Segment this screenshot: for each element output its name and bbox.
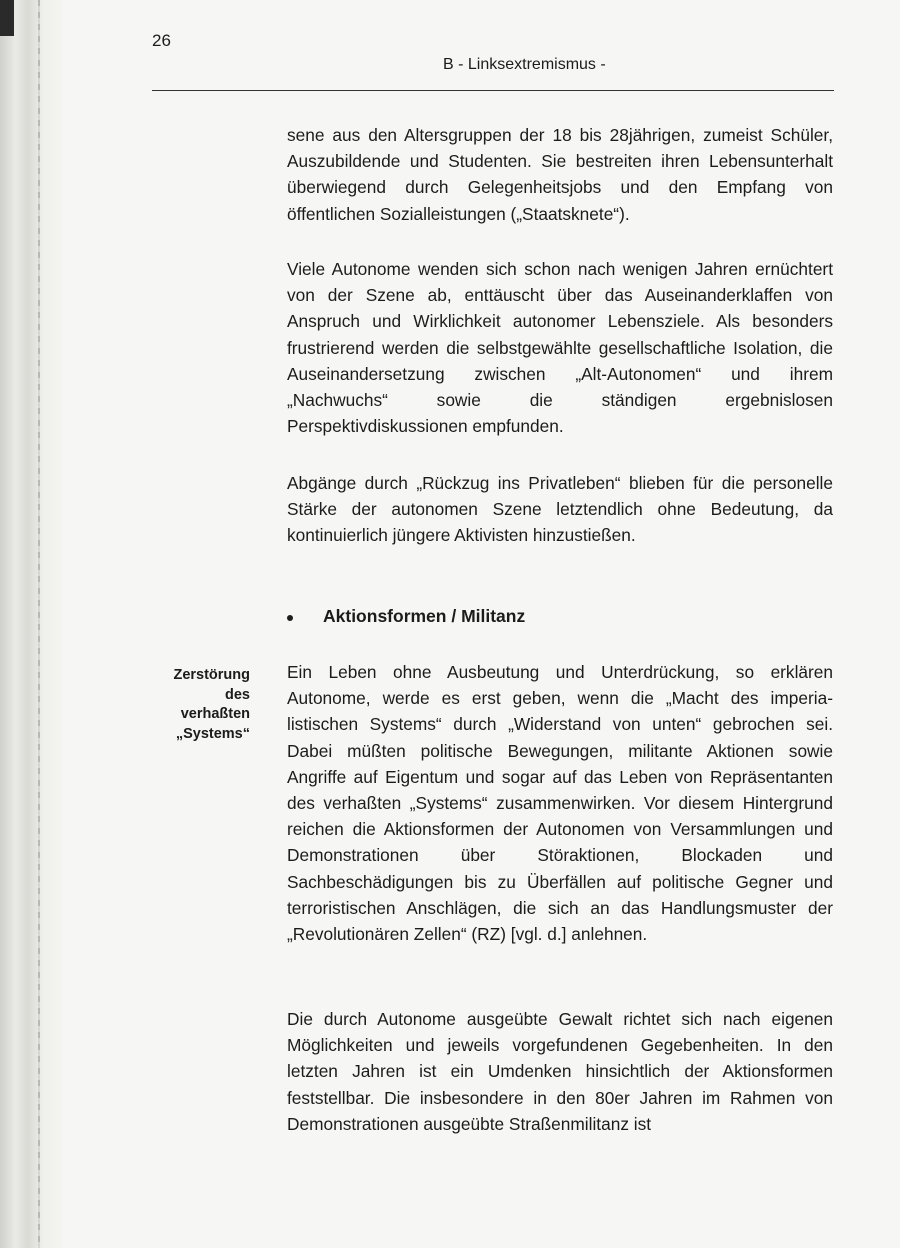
paragraph-1: sene aus den Altersgruppen der 18 bis 28jährigen, zumeist Schüler, Auszubildende und Studenten. Sie bestreiten ihren Lebensunterhalt überwiegend durch Gelegenheitsjobs und den Empfang von öffentlichen Sozialleistungen („Staatsknete“). [287,125,833,224]
page-number: 26 [152,31,171,50]
margin-note [150,666,250,744]
paragraph-4: Ein Leben ohne Ausbeutung und Unterdrückung, so erklären Autonome, werde es erst geben, wenn die „Macht des imperialistischen Systems“ durch „Widerstand von unten“ gebrochen sei. Dabei müßten politische Bewegungen, militante Aktionen sowie Angriffe auf Eigentum und sogar auf das Leben von Repräsentanten des verhaßten „Systems“ zusammenwirken. Vor diesem Hintergrund reichen die Aktionsformen der Autonomen von Versammlungen und Demonstrationen über Störaktionen, Blockaden und Sachbeschädigungen bis zu Überfällen auf politische Gegner und terroristischen Anschlägen, die sich an das Handlungsmuster der „Revolutionären Zellen“ (RZ) [vgl. d.] anlehnen. [287,662,833,945]
paragraph-2: Viele Autonome wenden sich schon nach wenigen Jahren ernüchtert von der Szene ab, enttäuscht über das Auseinanderklaffen von Anspruch und Wirklichkeit autonomer Lebensziele. Als besonders frustrierend werden die selbstgewählte gesellschaftliche Isolation, die Auseinandersetzung zwischen „Alt-Autonomen“ und ihrem „Nachwuchs“ sowie die ständigen ergebnislosen Perspektivdiskussionen empfunden. [287,259,833,437]
header-rule [152,90,834,91]
section-heading [287,606,525,627]
margin-note-line: des [225,686,250,703]
book-gutter [0,0,62,1248]
section-heading-text: Aktionsformen / Militanz [323,606,526,626]
running-head: B - Linksextremismus - [443,56,606,73]
bullet-icon [287,615,293,621]
paragraph-5: Die durch Autonome ausgeübte Gewalt richtet sich nach eigenen Möglichkeiten und jeweils vorgefundenen Gegebenheiten. In den letzten Jahren ist ein Umdenken hinsichtlich der Aktionsformen feststellbar. Die insbesondere in den 80er Jahren im Rahmen von Demonstrationen ausgeübte Straßenmilitanz ist [287,1009,833,1134]
margin-note-line: Zerstörung [173,667,250,683]
margin-note-line: verhaßten [180,706,250,722]
paragraph-3: Abgänge durch „Rückzug ins Privatleben“ blieben für die personelle Stärke der autonomen Szene letztendlich ohne Bedeutung, da kontinuierlich jüngere Aktivisten hinzustießen. [287,473,833,546]
margin-note-line: „Systems“ [175,725,250,742]
